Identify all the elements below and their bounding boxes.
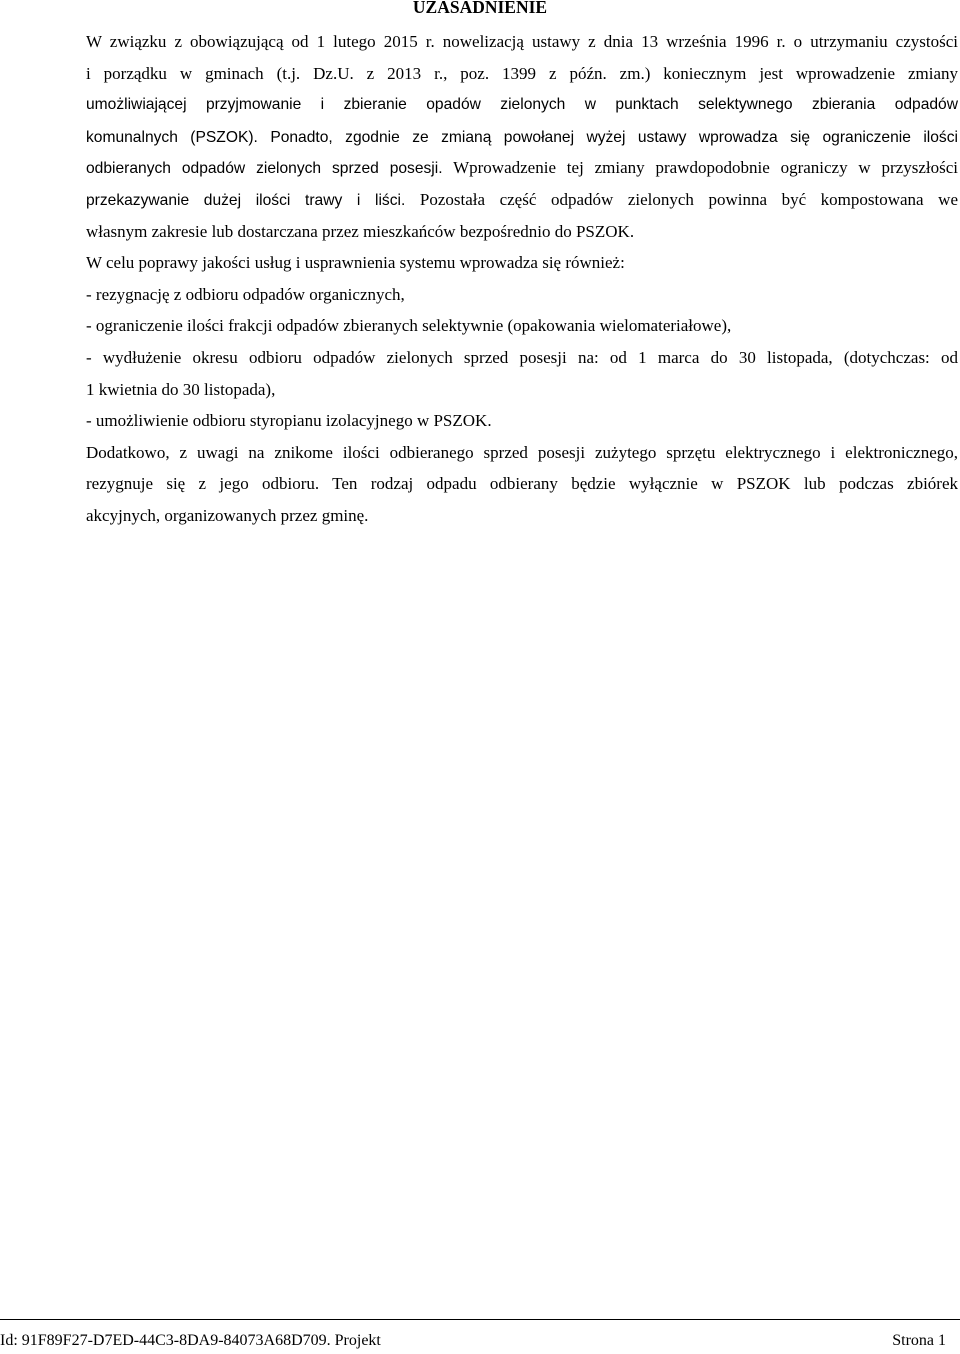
document-title: UZASADNIENIE [412,0,548,17]
list-item-continuation: 1 kwietnia do 30 listopada), [86,379,276,399]
list-item: - wydłużenie okresu odbioru odpadów zielonych sprzed posesji na: od 1 marca do 30 listopada, (dotychczas: od [86,347,958,367]
paragraph-intro [86,26,958,247]
paragraph-changes [86,247,958,437]
document-body [86,26,958,532]
footer-page-number: Strona 1 [892,1332,946,1349]
text-line: rezygnuje się z jego odbioru. Ten rodzaj odpadu odbierany będzie wyłącznie w PSZOK lub podczas zbiórek [86,474,958,494]
text-line: akcyjnych, organizowanych przez gminę. [86,505,369,525]
list-item: - rezygnację z odbioru odpadów organicznych, [86,284,405,304]
text-segment: Wprowadzenie tej zmiany prawdopodobnie ograniczy w przyszłości [442,158,958,178]
text-line: W związku z obowiązującą od 1 lutego 2015 r. nowelizacją ustawy z dnia 13 września 1996 r. o utrzymaniu czystości [86,32,958,51]
paragraph-additional [86,437,958,532]
text-line: W celu poprawy jakości usług i usprawnienia systemu wprowadza się również: [86,253,625,273]
list-item: - umożliwienie odbioru styropianu izolacyjnego w PSZOK. [86,411,492,431]
text-line: Dodatkowo, z uwagi na znikome ilości odbieranego sprzed posesji zużytego sprzętu elektrycznego i elektronicznego, [86,442,958,462]
footer-document-id: Id: 91F89F27-D7ED-44C3-8DA9-84073A68D709. Projekt [0,1332,381,1349]
text-line [86,121,958,153]
text-segment: przekazywanie dużej ilości trawy i liści. [86,191,406,209]
page-footer [0,1300,960,1354]
list-item: - ograniczenie ilości frakcji odpadów zbieranych selektywnie (opakowania wielomateriałowe), [86,316,732,336]
text-segment: Ponadto, zgodnie ze zmianą powołanej wyżej ustawy wprowadza się ograniczenie ilości [257,128,958,146]
text-line [86,184,958,216]
text-segment: komunalnych (PSZOK). [86,128,258,146]
footer-divider [0,1319,960,1320]
text-line [86,152,958,184]
text-segment: Pozostała część odpadów zielonych powinna być kompostowana we [405,189,958,209]
text-segment: odbieranych odpadów zielonych sprzed posesji. [86,160,443,178]
text-line: umożliwiającej przyjmowanie i zbieranie opadów zielonych w punktach selektywnego zbierania odpadów [86,96,958,114]
text-line: i porządku w gminach (t.j. Dz.U. z 2013 r., poz. 1399 z późn. zm.) koniecznym jest wprowadzenie zmiany [86,63,958,83]
text-line: własnym zakresie lub dostarczana przez mieszkańców bezpośrednio do PSZOK. [86,221,635,241]
